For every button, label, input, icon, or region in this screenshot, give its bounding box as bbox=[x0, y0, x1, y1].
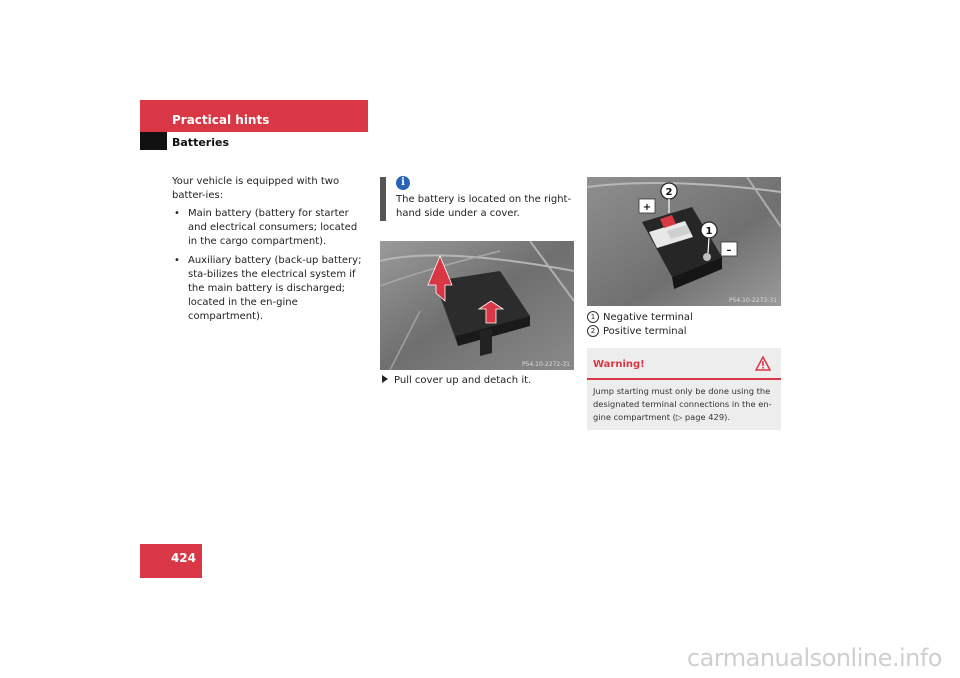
warning-title: Warning! bbox=[593, 359, 645, 370]
battery-cover-photo bbox=[380, 241, 574, 370]
section-title: Practical hints bbox=[172, 113, 270, 127]
warning-triangle-icon bbox=[755, 356, 771, 371]
legend-number: 2 bbox=[587, 325, 599, 337]
legend-text: Negative terminal bbox=[603, 312, 693, 323]
bullet-icon: • bbox=[174, 255, 180, 266]
warning-text: Jump starting must only be done using the designated terminal connections in the en-gine compartment (▷ page 429). bbox=[593, 386, 772, 422]
legend-number: 1 bbox=[587, 311, 599, 323]
page-number-box bbox=[140, 544, 202, 578]
plus-label: + bbox=[642, 202, 652, 213]
minus-label: – bbox=[726, 245, 732, 256]
photo-code: P54.10-2273-31 bbox=[728, 297, 777, 304]
list-item-text: Main battery (battery for starter and electrical consumers; located in the cargo compartment). bbox=[188, 208, 358, 247]
subsection-title: Batteries bbox=[172, 136, 229, 149]
subsection-marker bbox=[140, 132, 167, 150]
battery-terminals-photo bbox=[587, 177, 781, 306]
info-icon: i bbox=[396, 176, 410, 190]
step-arrow-icon bbox=[382, 375, 388, 383]
info-note-bar bbox=[380, 177, 386, 221]
intro-text: Your vehicle is equipped with two batter-ies: bbox=[172, 176, 340, 201]
photo-code: P54.10-2272-31 bbox=[521, 361, 570, 368]
intro-column bbox=[172, 175, 362, 329]
legend-row bbox=[587, 311, 693, 325]
bullet-icon: • bbox=[174, 208, 180, 219]
warning-divider bbox=[587, 378, 781, 380]
callout-1: 1 bbox=[705, 226, 713, 237]
battery-cover-illustration bbox=[380, 241, 574, 370]
list-item bbox=[172, 207, 362, 249]
step-text: Pull cover up and detach it. bbox=[394, 375, 532, 386]
instruction-step bbox=[382, 374, 572, 388]
legend-row bbox=[587, 325, 693, 339]
legend-text: Positive terminal bbox=[603, 326, 687, 337]
callout-2: 2 bbox=[665, 187, 673, 198]
info-note-text: The battery is located on the right-hand side under a cover. bbox=[396, 194, 572, 219]
page-number: 424 bbox=[170, 551, 196, 565]
watermark: carmanualsonline.info bbox=[686, 644, 942, 672]
battery-terminals-illustration bbox=[587, 177, 781, 306]
list-item-text: Auxiliary battery (back-up battery; sta-bilizes the electrical system if the main battery is discharged; located in the en-gine compartment). bbox=[188, 255, 362, 322]
warning-box bbox=[587, 348, 781, 430]
list-item bbox=[172, 254, 362, 324]
battery-list bbox=[172, 207, 362, 324]
terminal-legend bbox=[587, 311, 693, 339]
